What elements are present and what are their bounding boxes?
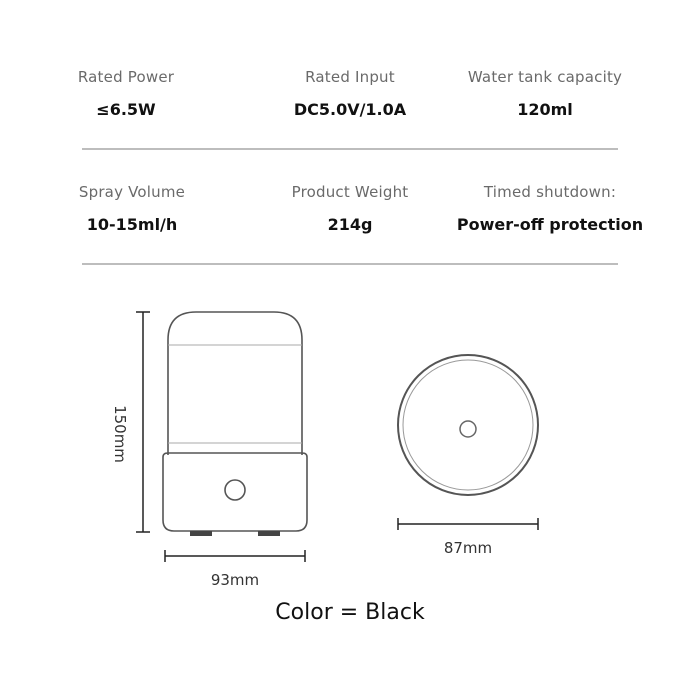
- height-label: 150mm: [111, 405, 129, 463]
- spec-label: Product Weight: [291, 183, 409, 201]
- width-label: 93mm: [210, 571, 260, 589]
- height-dimension-line: [136, 312, 150, 532]
- top-view-illustration: [398, 355, 538, 495]
- diameter-dimension-line: [398, 518, 538, 530]
- spec-label: Water tank capacity: [467, 68, 623, 86]
- color-label: Color = Black: [275, 600, 425, 625]
- spec-value: Power-off protection: [456, 215, 644, 234]
- diameter-label: 87mm: [443, 539, 493, 557]
- side-view-illustration: [163, 312, 307, 536]
- spec-value: 120ml: [517, 100, 573, 119]
- spec-label: Rated Power: [77, 68, 175, 86]
- spec-label: Timed shutdown:: [483, 183, 617, 201]
- spec-value: 10-15ml/h: [86, 215, 178, 234]
- spec-label: Spray Volume: [78, 183, 186, 201]
- spec-label: Rated Input: [305, 68, 395, 86]
- spec-value: 214g: [327, 215, 373, 234]
- spec-value: ≤6.5W: [96, 100, 156, 119]
- width-dimension-line: [165, 550, 305, 562]
- spec-value: DC5.0V/1.0A: [293, 100, 407, 119]
